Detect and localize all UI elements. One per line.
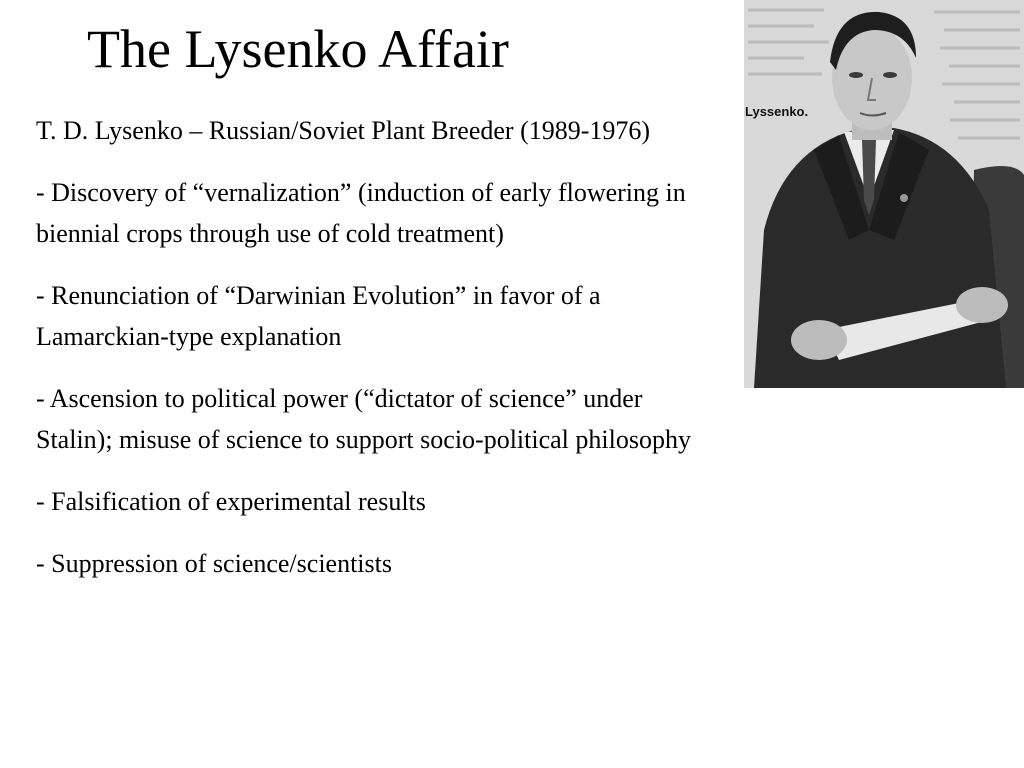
portrait-illustration bbox=[744, 0, 1024, 388]
portrait-photo bbox=[744, 0, 1024, 388]
paragraph-intro: T. D. Lysenko – Russian/Soviet Plant Breeder (1989-1976) bbox=[36, 116, 651, 145]
paragraph-renunciation: - Renunciation of “Darwinian Evolution” in favor of a Lamarckian-type explanation bbox=[36, 281, 601, 351]
slide-title: The Lysenko Affair bbox=[87, 19, 509, 79]
paragraph-political-power: - Ascension to political power (“dictator of science” under Stalin); misuse of science to support socio-political philosophy bbox=[36, 384, 691, 454]
photo-caption: Lyssenko. bbox=[745, 104, 809, 119]
paragraph-vernalization: - Discovery of “vernalization” (induction of early flowering in biennial crops through use of cold treatment) bbox=[36, 178, 686, 248]
paragraph-suppression: - Suppression of science/scientists bbox=[36, 549, 392, 578]
slide-body bbox=[36, 110, 716, 605]
paragraph-falsification: - Falsification of experimental results bbox=[36, 487, 426, 516]
